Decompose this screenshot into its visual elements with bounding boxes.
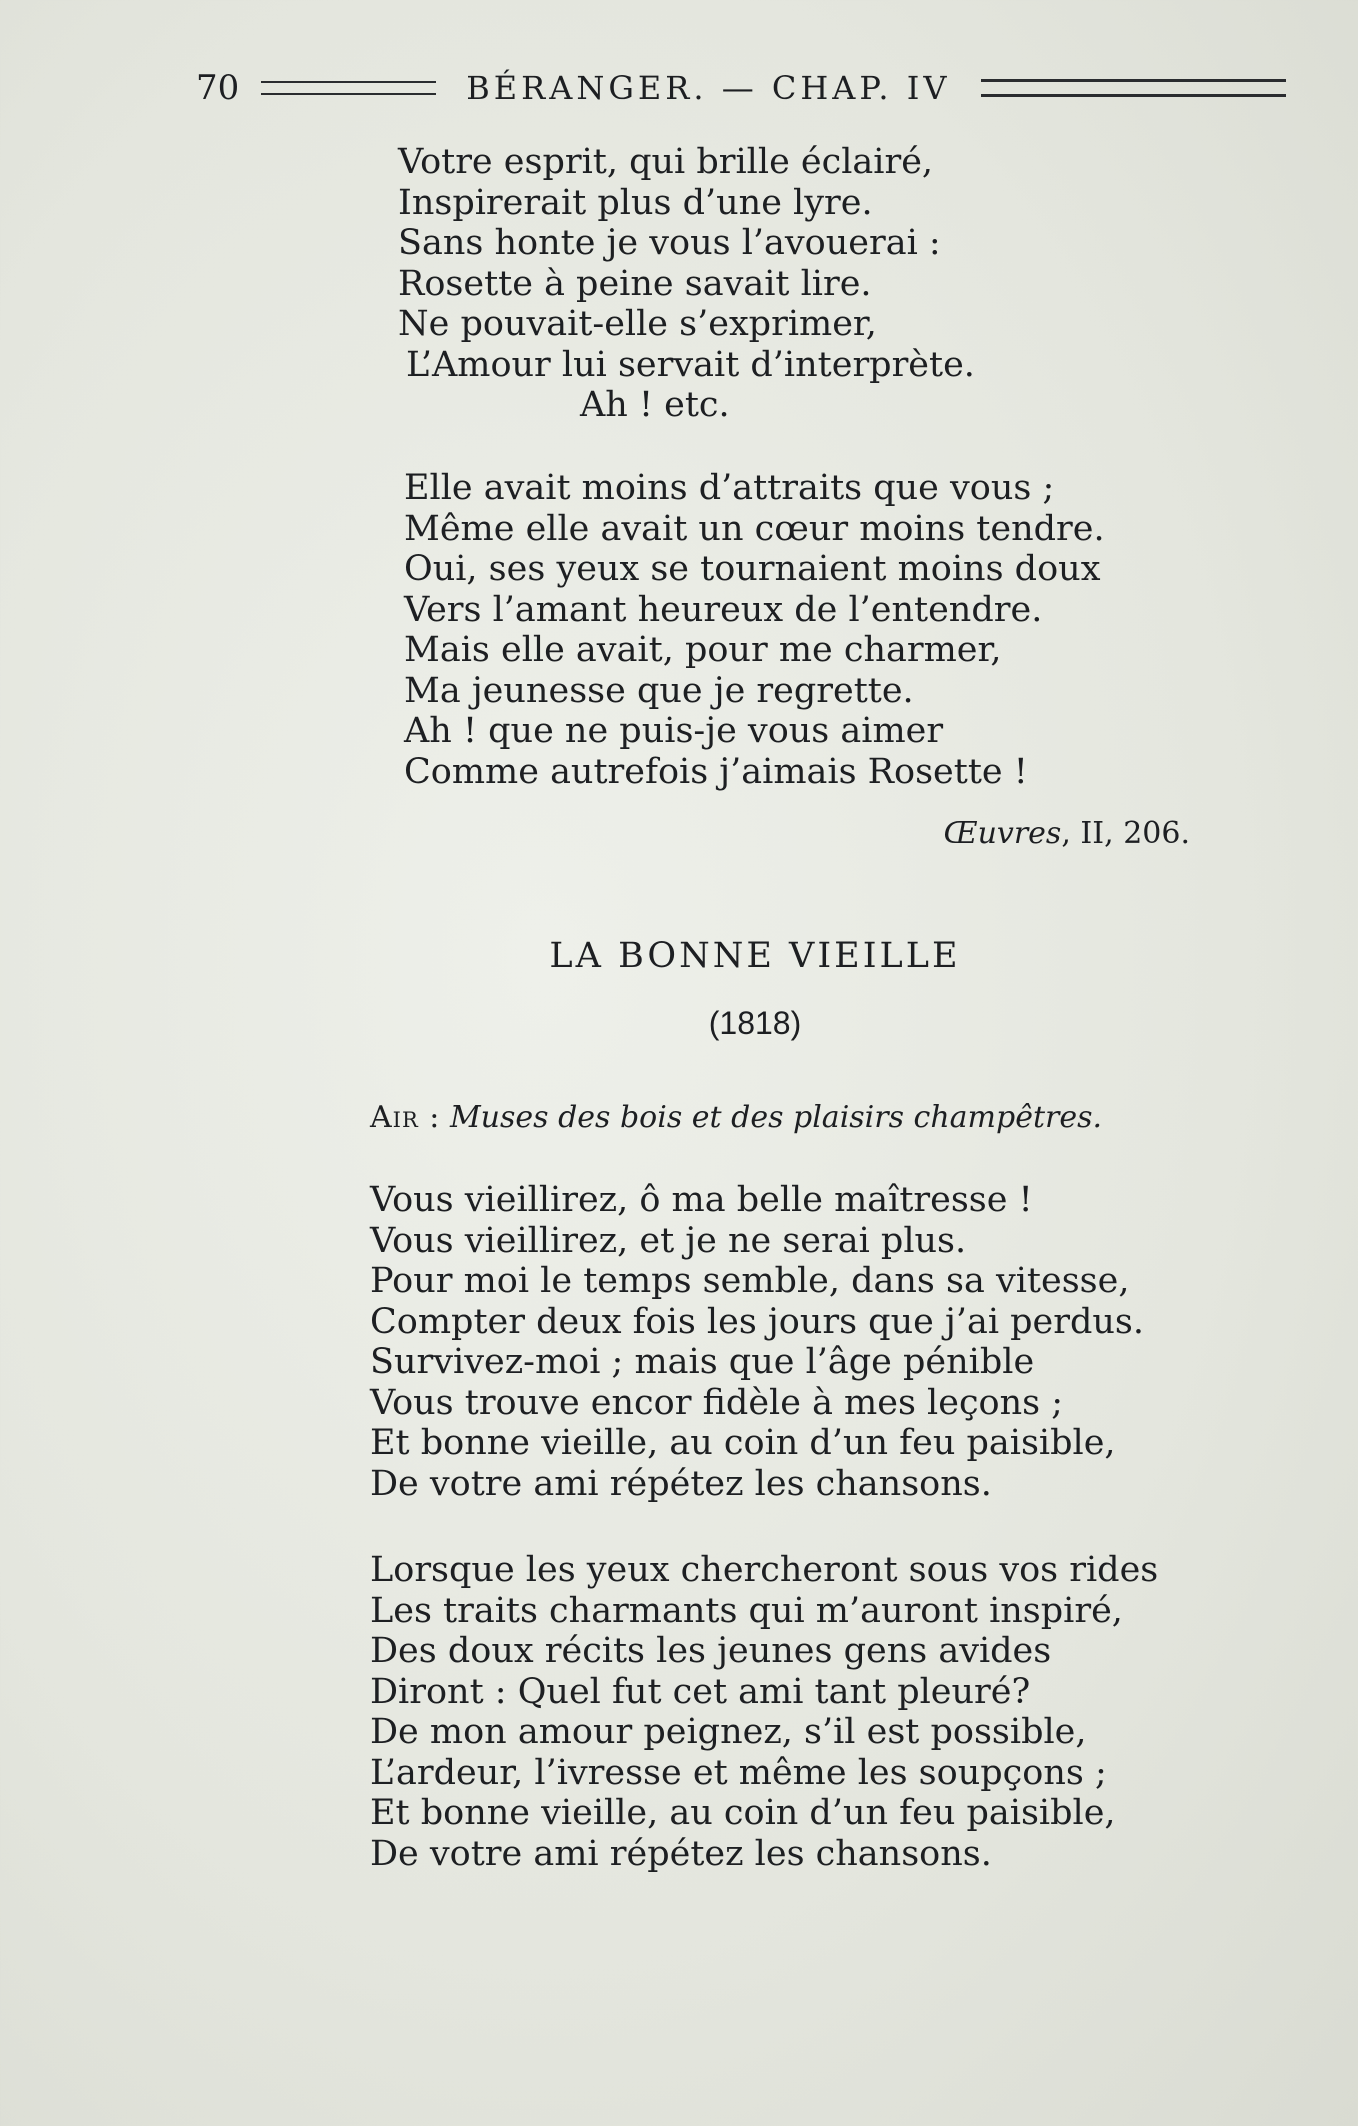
- air-tune: Muses des bois et des plaisirs champêtres.: [449, 1100, 1103, 1135]
- running-head-title: BÉRANGER. — CHAP. IV: [466, 69, 951, 107]
- verse-line: Pour moi le temps semble, dans sa vitesse,: [370, 1261, 1130, 1301]
- poem-title: LA BONNE VIEILLE: [549, 936, 961, 976]
- header-rule-right: [981, 79, 1286, 97]
- air-indication: [370, 1100, 1102, 1135]
- header-rule-left: [261, 81, 436, 95]
- verse-line: Ma jeunesse que je regrette.: [404, 670, 914, 711]
- page-number: 70: [196, 68, 240, 108]
- poem-year: (1818): [708, 1005, 802, 1041]
- verse-line: Même elle avait un cœur moins tendre.: [404, 508, 1105, 549]
- verse-line: De mon amour peignez, s’il est possible,: [370, 1712, 1087, 1752]
- verse-line: Et bonne vieille, au coin d’un feu paisible,: [370, 1423, 1116, 1463]
- verse-line: Votre esprit, qui brille éclairé,: [398, 142, 934, 182]
- stanza-1: [398, 142, 975, 426]
- verse-line: Vers l’amant heureux de l’entendre.: [404, 589, 1043, 630]
- verse-line: Compter deux fois les jours que j’ai perdus.: [370, 1301, 1145, 1342]
- verse-line: Et bonne vieille, au coin d’un feu paisible,: [370, 1793, 1116, 1833]
- verse-line: Ah ! que ne puis-je vous aimer: [404, 711, 944, 751]
- source-reference: , II, 206.: [1061, 816, 1190, 851]
- verse-line: L’Amour lui servait d’interprète.: [406, 344, 975, 385]
- stanza-4: [370, 1550, 1158, 1874]
- verse-line: Des doux récits les jeunes gens avides: [370, 1631, 1052, 1671]
- verse-line: Elle avait moins d’attraits que vous ;: [404, 468, 1055, 508]
- air-label: Air :: [370, 1100, 441, 1135]
- stanza-3: [370, 1180, 1144, 1504]
- verse-line: Comme autrefois j’aimais Rosette !: [404, 751, 1028, 792]
- verse-line: Vous vieillirez, ô ma belle maîtresse !: [370, 1180, 1033, 1220]
- verse-line: Survivez-moi ; mais que l’âge pénible: [370, 1342, 1035, 1382]
- verse-line: Oui, ses yeux se tournaient moins doux: [404, 549, 1101, 589]
- verse-line: Sans honte je vous l’avouerai :: [398, 223, 941, 263]
- verse-line: Rosette à peine savait lire.: [398, 263, 872, 304]
- verse-line: Diront : Quel fut cet ami tant pleuré?: [370, 1671, 1031, 1712]
- source-work: Œuvres: [943, 816, 1062, 851]
- verse-line: Vous vieillirez, et je ne serai plus.: [370, 1220, 967, 1261]
- stanza-2: [404, 468, 1105, 792]
- source-citation: [943, 816, 1190, 851]
- verse-line: Ne pouvait-elle s’exprimer,: [398, 304, 877, 344]
- verse-line: De votre ami répétez les chansons.: [370, 1833, 992, 1874]
- refrain-line: Ah ! etc.: [580, 385, 730, 425]
- verse-line: L’ardeur, l’ivresse et même les soupçons ;: [370, 1752, 1107, 1793]
- verse-line: Les traits charmants qui m’auront inspiré,: [370, 1590, 1123, 1631]
- verse-line: Vous trouve encor fidèle à mes leçons ;: [370, 1382, 1064, 1423]
- verse-line: De votre ami répétez les chansons.: [370, 1463, 992, 1504]
- verse-line: Mais elle avait, pour me charmer,: [404, 630, 1002, 670]
- verse-line: Inspirerait plus d’une lyre.: [398, 182, 873, 223]
- verse-line: Lorsque les yeux chercheront sous vos rides: [370, 1550, 1159, 1590]
- running-header: [196, 58, 1286, 118]
